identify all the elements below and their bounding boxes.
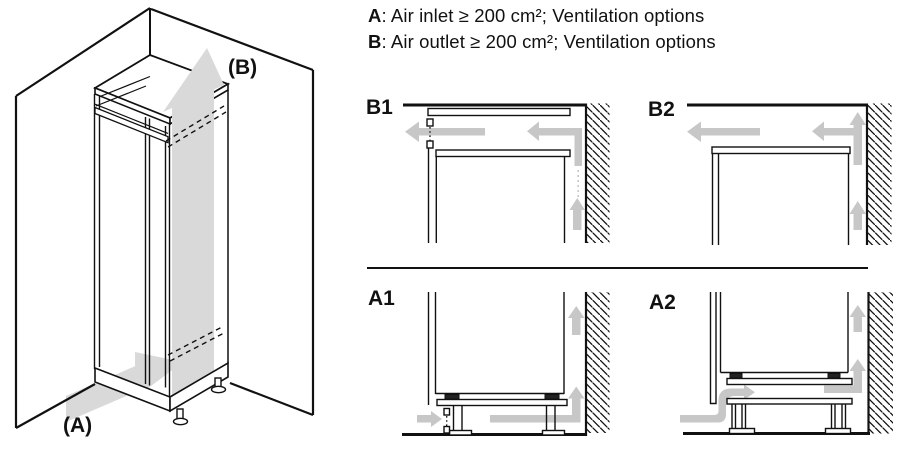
airflow-arrows — [417, 306, 585, 427]
air-up-arrow-top — [850, 112, 867, 165]
panel-label-a1: A1 — [368, 287, 395, 310]
air-up-arrow-bottom — [850, 201, 867, 230]
air-out-front-arrow — [687, 122, 760, 143]
wall-hatch — [587, 292, 610, 433]
cabinet-section — [711, 292, 853, 434]
panel-label-a2: A2 — [649, 291, 676, 314]
air-out-front-arrow — [405, 122, 485, 143]
air-up-arrow — [570, 198, 586, 230]
corner-installation-illustration — [0, 0, 360, 450]
wall-hatch — [869, 292, 893, 434]
air-up-arrow — [850, 305, 867, 332]
airflow-arrows — [405, 122, 585, 231]
air-in-front-arrow — [417, 411, 442, 427]
air-outlet-arrow — [163, 48, 224, 396]
overview-label-b: (B) — [228, 56, 258, 79]
legend-line-b: B: Air outlet ≥ 200 cm²; Ventilation options — [368, 30, 716, 52]
cabinet-section — [429, 292, 568, 435]
airflow-arrows — [680, 305, 866, 423]
cabinet-section — [712, 147, 850, 245]
row-divider — [367, 267, 868, 269]
ventilation-option-b1-diagram — [360, 90, 610, 270]
overview-label-a: (A) — [63, 414, 93, 437]
air-up-arrow — [568, 306, 585, 335]
air-elbow-arrow — [527, 122, 582, 167]
ventilation-option-a1-diagram — [360, 270, 610, 450]
wall-hatch — [868, 104, 892, 246]
panel-label-b2: B2 — [648, 98, 675, 121]
legend — [368, 3, 716, 54]
panel-label-b1: B1 — [366, 96, 393, 119]
legend-line-a: A: Air inlet ≥ 200 cm²; Ventilation options — [368, 5, 705, 26]
wall-hatch — [587, 104, 610, 244]
airflow-arrows — [687, 112, 866, 230]
